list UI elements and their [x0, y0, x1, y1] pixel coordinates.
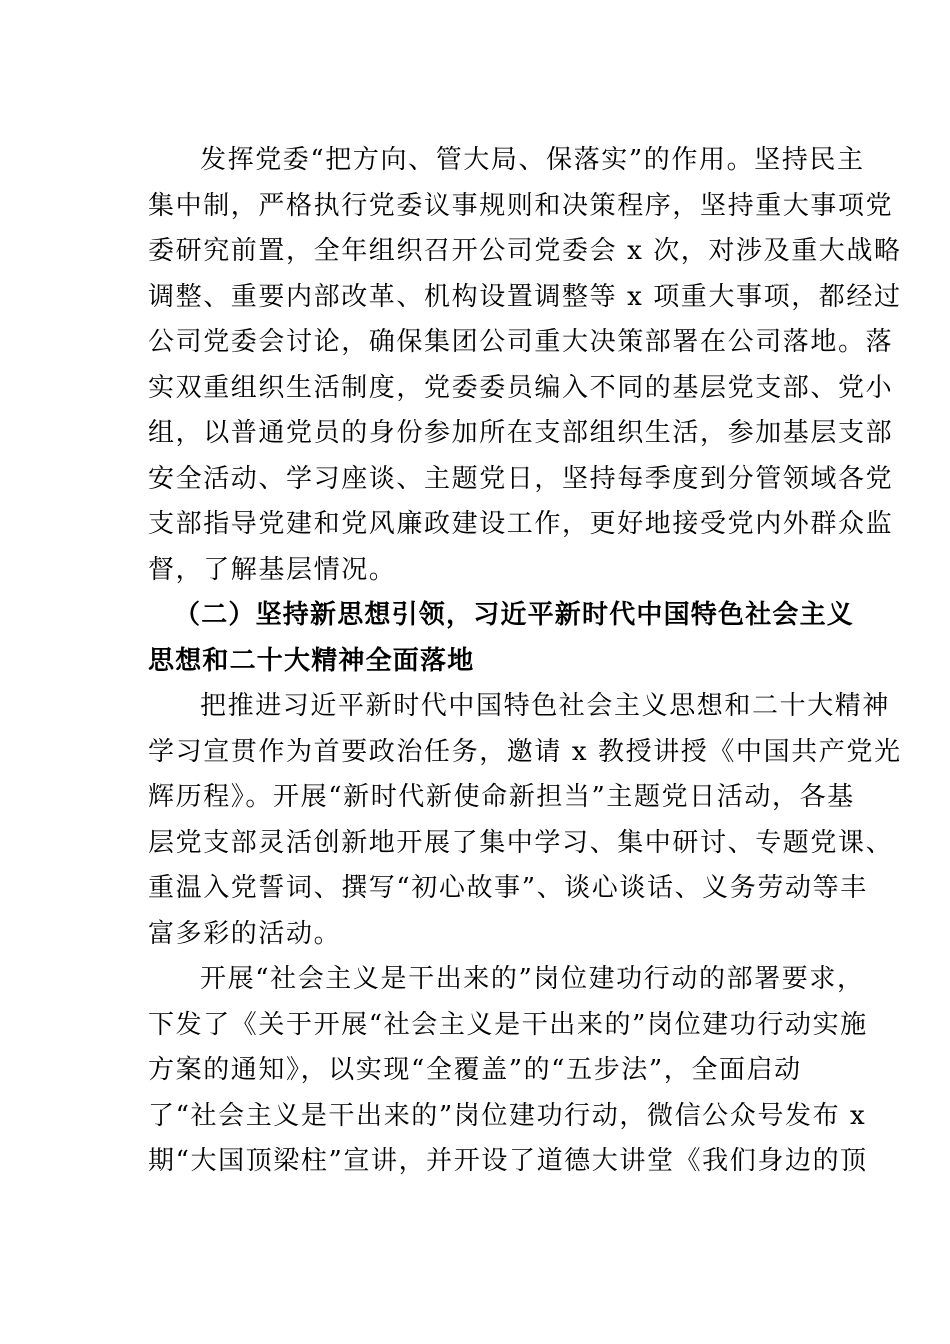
text-line: 富多彩的活动。 — [148, 918, 342, 949]
paragraph-job-action — [148, 957, 868, 1185]
text-line: 下发了《关于开展“社会主义是干出来的”岗位建功行动实施 — [148, 1009, 868, 1040]
heading-line: （二）坚持新思想引领，习近平新时代中国特色社会主义 — [174, 600, 855, 630]
paragraph-party-committee-role — [148, 138, 902, 593]
text-line: 了“社会主义是干出来的”岗位建功行动，微信公众号发布 x — [148, 1100, 867, 1131]
text-line: 公司党委会讨论，确保集团公司重大决策部署在公司落地。落 — [148, 327, 894, 357]
text-line: 调整、重要内部改革、机构设置调整等 x 项重大事项，都经过 — [148, 281, 902, 312]
text-line: 集中制，严格执行党委议事规则和决策程序，坚持重大事项党 — [148, 190, 894, 221]
text-line: 安全活动、学习座谈、主题党日，坚持每季度到分管领域各党 — [148, 463, 894, 494]
text-line: 层党支部灵活创新地开展了集中学习、集中研讨、专题党课、 — [148, 827, 894, 858]
section-heading-2 — [148, 593, 855, 684]
text-line: 学习宣贯作为首要政治任务，邀请 x 教授讲授《中国共产党光 — [148, 736, 902, 767]
text-line: 开展“社会主义是干出来的”岗位建功行动的部署要求， — [200, 964, 865, 994]
text-line: 发挥党委“把方向、管大局、保落实”的作用。坚持民主 — [200, 145, 865, 175]
text-line: 重温入党誓词、撰写“初心故事”、谈心谈话、义务劳动等丰 — [148, 873, 868, 903]
text-line: 支部指导党建和党风廉政建设工作，更好地接受党内外群众监 — [148, 509, 894, 539]
text-line: 期“大国顶梁柱”宣讲，并开设了道德大讲堂《我们身边的顶 — [148, 1146, 868, 1176]
text-line: 实双重组织生活制度，党委委员编入不同的基层党支部、党小 — [148, 372, 894, 403]
text-line: 督，了解基层情况。 — [148, 554, 397, 585]
document-body — [148, 138, 902, 1185]
heading-line: 思想和二十大精神全面落地 — [148, 645, 475, 676]
text-line: 辉历程》。开展“新时代新使命新担当”主题党日活动，各基 — [148, 782, 855, 812]
text-line: 把推进习近平新时代中国特色社会主义思想和二十大精神 — [200, 691, 891, 721]
text-line: 委研究前置，全年组织召开公司党委会 x 次，对涉及重大战略 — [148, 236, 902, 266]
paragraph-study-thought — [148, 684, 902, 957]
text-line: 方案的通知》，以实现“全覆盖”的“五步法”，全面启动 — [148, 1055, 802, 1085]
text-line: 组，以普通党员的身份参加所在支部组织生活，参加基层支部 — [148, 418, 894, 448]
